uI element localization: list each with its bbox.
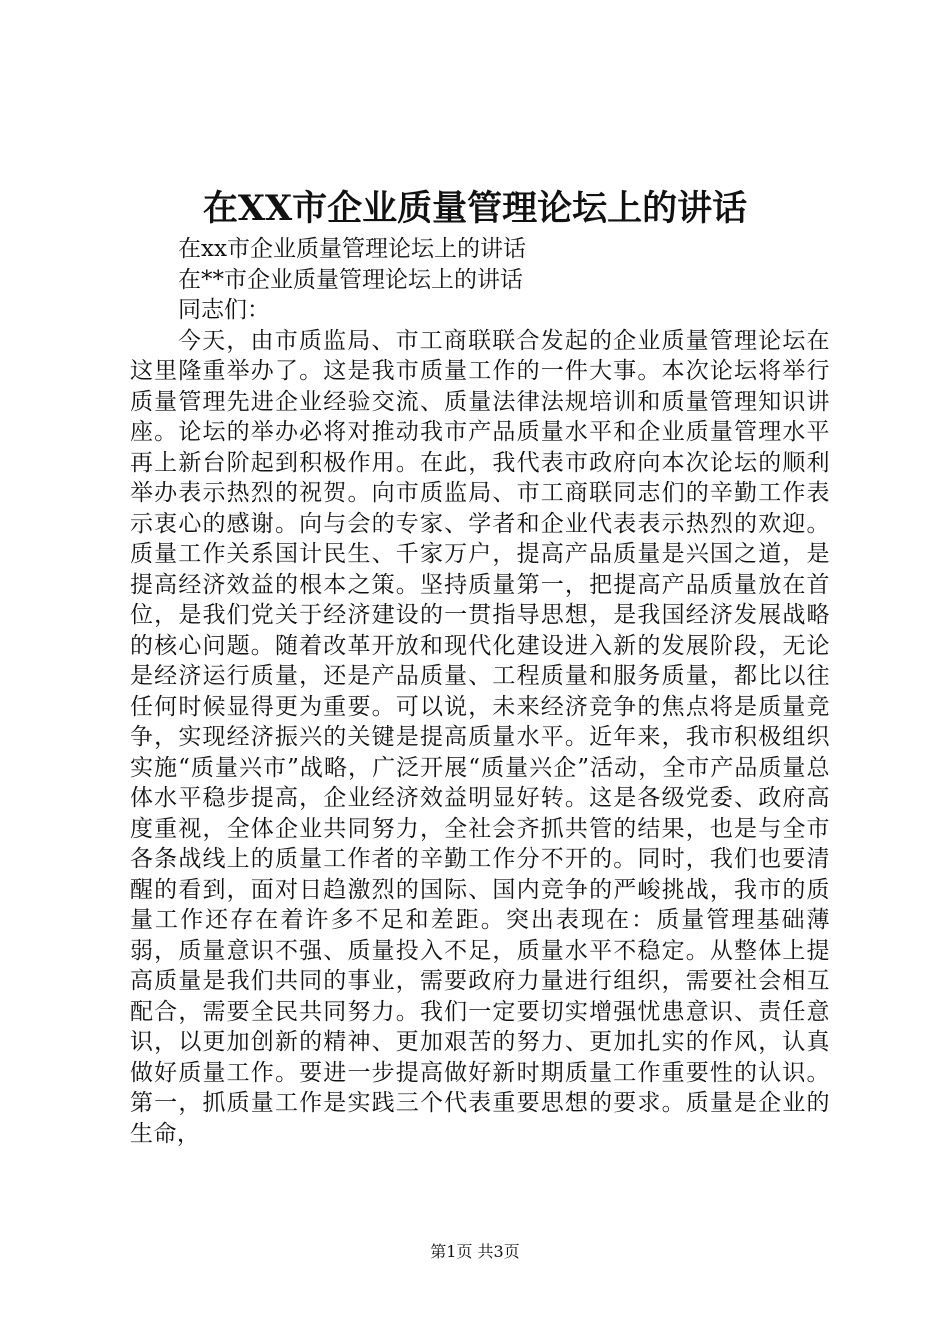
document-title: 在XX市企业质量管理论坛上的讲话 [202,188,748,229]
subtitle-line-1: 在xx市企业质量管理论坛上的讲话 [178,236,526,262]
body-paragraph: 今天，由市质监局、市工商联联合发起的企业质量管理论坛在这里隆重举办了。这是我市质量工作的一件大事。本次论坛将举行质量管理先进企业经验交流、质量法律法规培训和质量管理知识讲座。论坛的举办必将对推动我市产品质量水平和企业质量管理水平再上新台阶起到积极作用。在此，我代表市政府向本次论坛的顺利举办表示热烈的祝贺。向市质监局、市工商联同志们的辛勤工作表示衷心的感谢。向与会的专家、学者和企业代表表示热烈的欢迎。质量工作关系国计民生、千家万户，提高产品质量是兴国之道，是提高经济效益的根本之策。坚持质量第一，把提高产品质量放在首位，是我们党关于经济建设的一贯指导思想，是我国经济发展战略的核心问题。随着改革开放和现代化建设进入新的发展阶段，无论是经济运行质量，还是产品质量、工程质量和服务质量，都比以往任何时候显得更为重要。可以说，未来经济竞争的焦点将是质量竞争，实现经济振兴的关键是提高质量水平。近年来，我市积极组织实施“质量兴市”战略，广泛开展“质量兴企”活动，全市产品质量总体水平稳步提高，企业经济效益明显好转。这是各级党委、政府高度重视，全体企业共同努力，全社会齐抓共管的结果，也是与全市各条战线上的质量工作者的辛勤工作分不开的。同时，我们也要清醒的看到，面对日趋激烈的国际、国内竞争的严峻挑战，我市的质量工作还存在着许多不足和差距。突出表现在：质量管理基础薄弱，质量意识不强、质量投入不足，质量水平不稳定。从整体上提高质量是我们共同的事业，需要政府力量进行组织，需要社会相互配合，需要全民共同努力。我们一定要切实增强忧患意识、责任意识，以更加创新的精神、更加艰苦的努力、更加扎实的作风，认真做好质量工作。要进一步提高做好新时期质量工作重要性的认识。第一，抓质量工作是实践三个代表重要思想的要求。质量是企业的生命， [130,327,830,1147]
subtitle-line-2: 在**市企业质量管理论坛上的讲话 [178,266,523,293]
document-body [130,234,830,1149]
page-footer [0,1240,950,1264]
salutation: 同志们： [178,297,270,323]
page-indicator: 第1页 共3页 [430,1242,520,1261]
